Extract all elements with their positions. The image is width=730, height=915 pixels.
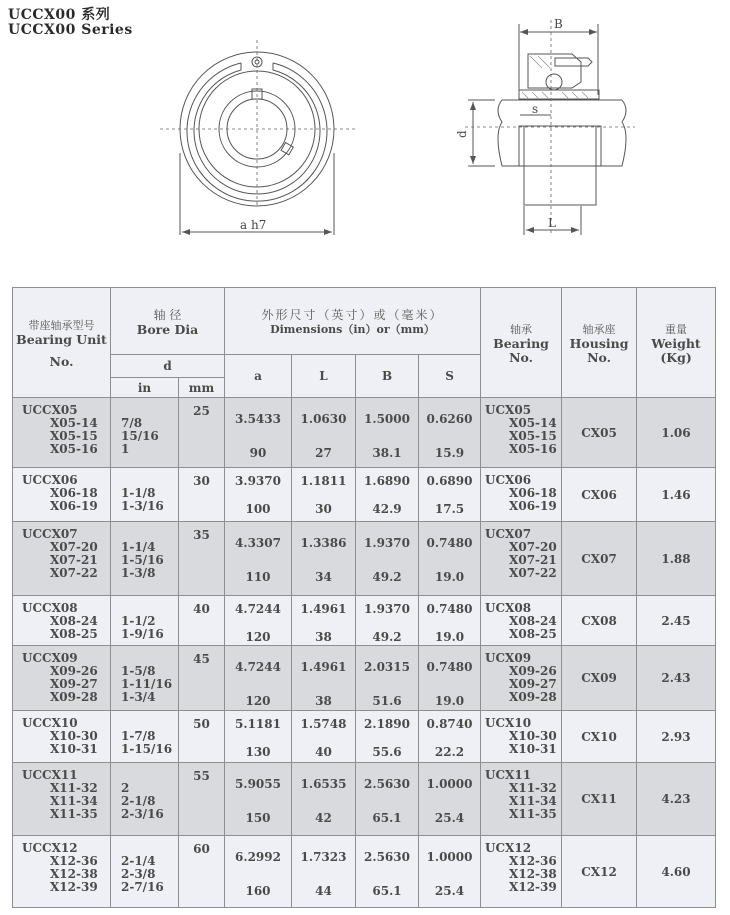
- bearing-variant: X07-22: [509, 566, 557, 580]
- housing-no: CX05: [562, 398, 637, 468]
- dim-B: [356, 836, 419, 908]
- table-row: [13, 468, 716, 522]
- weight: 2.93: [637, 711, 716, 763]
- bearing-unit-cell: [13, 596, 111, 646]
- dim-B-mm: 42.9: [372, 502, 402, 516]
- dim-a: [225, 468, 292, 522]
- bearing-no: UCX07: [485, 527, 532, 541]
- housing-no: CX09: [562, 646, 637, 711]
- dim-a-in: 4.7244: [235, 660, 281, 674]
- bore-inch: 1-9/16: [121, 627, 164, 641]
- dim-B: [356, 468, 419, 522]
- dim-a: [225, 711, 292, 763]
- bearing-variant: X11-34: [509, 794, 557, 808]
- unit-variant: X11-32: [50, 781, 98, 795]
- table-row: [13, 398, 716, 468]
- bearing-no-cell: [481, 398, 562, 468]
- dim-B-in: 1.6890: [364, 474, 410, 488]
- bearing-variant: X10-30: [509, 729, 557, 743]
- unit-variant: X05-15: [50, 429, 98, 443]
- dim-S-in: 0.8740: [426, 717, 473, 731]
- header-housing-en: Housing: [569, 335, 629, 351]
- bore-inch: 1-1/4: [121, 540, 156, 554]
- dim-L-mm: 44: [315, 884, 332, 898]
- header-weight-unit: (Kg): [660, 349, 692, 365]
- dim-L: [292, 711, 356, 763]
- bearing-no-cell: [481, 646, 562, 711]
- bearing-variant: X06-19: [509, 499, 557, 513]
- weight: 1.46: [637, 468, 716, 522]
- dim-L-mm: 40: [315, 745, 332, 759]
- dim-S-mm: 22.2: [434, 745, 465, 759]
- header-housing-no-label: No.: [587, 349, 611, 365]
- dim-S: [419, 646, 481, 711]
- unit-variant: X11-35: [50, 807, 98, 821]
- bore-inch: 1-5/16: [121, 553, 164, 567]
- dim-S-in: 1.0000: [426, 850, 473, 864]
- bore-inch: 1: [121, 442, 130, 456]
- housing-no: CX06: [562, 468, 637, 522]
- dim-S: [419, 711, 481, 763]
- header-bearing-unit: [13, 288, 111, 398]
- dim-B: [356, 522, 419, 596]
- dim-a-mm: 90: [249, 446, 267, 460]
- unit-variant: X08-25: [50, 627, 98, 641]
- bearing-no: UCX08: [485, 601, 532, 615]
- bore-inch-cell: [111, 522, 179, 596]
- unit-variant: X10-31: [50, 742, 98, 756]
- dim-S-mm: 17.5: [434, 502, 465, 516]
- weight: 4.23: [637, 763, 716, 836]
- bearing-no-cell: [481, 836, 562, 908]
- bore-inch: 1-1/8: [121, 486, 156, 500]
- dim-L-in: 1.3386: [300, 536, 347, 550]
- header-dimensions: [225, 288, 481, 355]
- unit-variant: X12-38: [50, 867, 98, 881]
- front-label-a: a h7: [240, 218, 267, 232]
- bore-mm: 50: [179, 711, 225, 763]
- dim-S: [419, 836, 481, 908]
- bearing-variant: X07-21: [509, 553, 557, 567]
- bore-inch: 1-3/8: [121, 566, 156, 580]
- dim-S-mm: 15.9: [434, 446, 465, 460]
- dim-B: [356, 763, 419, 836]
- unit-variant: X06-19: [50, 499, 98, 513]
- dim-B-mm: 49.2: [372, 570, 402, 584]
- dim-B: [356, 398, 419, 468]
- bearing-variant: X11-32: [509, 781, 557, 795]
- dim-L-in: 1.7323: [300, 850, 347, 864]
- unit-no: UCCX10: [22, 716, 78, 730]
- bearing-variant: X08-25: [509, 627, 557, 641]
- unit-variant: X05-14: [50, 416, 98, 430]
- table-row: [13, 711, 716, 763]
- bore-inch: 2: [121, 781, 130, 795]
- bore-inch: 1-1/2: [121, 614, 156, 628]
- bearing-variant: X09-26: [509, 664, 557, 678]
- dim-a: [225, 596, 292, 646]
- unit-no: UCCX05: [22, 403, 78, 417]
- bearing-unit-cell: [13, 398, 111, 468]
- dim-a-mm: 150: [245, 811, 271, 825]
- unit-variant: X07-22: [50, 566, 98, 580]
- bearing-no: UCX10: [485, 716, 532, 730]
- header-bore-dia: [111, 288, 225, 355]
- bearing-variant: X05-16: [509, 442, 557, 456]
- dim-B: [356, 646, 419, 711]
- bearing-no-cell: [481, 596, 562, 646]
- bearing-unit-cell: [13, 646, 111, 711]
- unit-no: UCCX09: [22, 651, 78, 665]
- bore-inch-cell: [111, 711, 179, 763]
- header-a: a: [225, 355, 292, 398]
- bearing-variant: X05-15: [509, 429, 557, 443]
- bore-inch: 1-11/16: [121, 677, 173, 691]
- dim-S: [419, 763, 481, 836]
- bearing-variant: X09-27: [509, 677, 557, 691]
- unit-variant: X05-16: [50, 442, 98, 456]
- weight: 1.06: [637, 398, 716, 468]
- dim-a-in: 4.7244: [235, 602, 281, 616]
- dim-B-in: 2.5630: [364, 850, 410, 864]
- header-weight-cn: 重量: [665, 322, 688, 336]
- dim-L: [292, 522, 356, 596]
- dim-a-in: 3.9370: [235, 474, 281, 488]
- dim-B-in: 1.5000: [364, 412, 410, 426]
- bore-mm: 40: [179, 596, 225, 646]
- header-housing-no: [562, 288, 637, 398]
- dim-a: [225, 836, 292, 908]
- bore-inch-cell: [111, 836, 179, 908]
- dim-B-mm: 38.1: [372, 446, 402, 460]
- bearing-unit-cell: [13, 763, 111, 836]
- dim-S-mm: 19.0: [434, 570, 465, 584]
- bore-inch: 2-1/4: [121, 854, 156, 868]
- bearing-unit-cell: [13, 522, 111, 596]
- header-weight: [637, 288, 716, 398]
- bearing-unit-cell: [13, 711, 111, 763]
- dim-S: [419, 398, 481, 468]
- dim-S-in: 0.7480: [426, 660, 473, 674]
- table-row: [13, 522, 716, 596]
- dim-B-mm: 65.1: [372, 811, 402, 825]
- bearing-variant: X12-38: [509, 867, 557, 881]
- housing-no: CX11: [562, 763, 637, 836]
- dim-L-in: 1.1811: [300, 474, 347, 488]
- unit-variant: X12-39: [50, 880, 98, 894]
- bearing-variant: X10-31: [509, 742, 557, 756]
- dim-B-mm: 65.1: [372, 884, 402, 898]
- dim-L: [292, 836, 356, 908]
- bearing-variant: X05-14: [509, 416, 557, 430]
- bearing-variant: X06-18: [509, 486, 557, 500]
- bearing-no: UCX09: [485, 651, 532, 665]
- bore-mm: 30: [179, 468, 225, 522]
- dim-B: [356, 711, 419, 763]
- unit-no: UCCX11: [22, 768, 78, 782]
- header-bore-en: Bore Dia: [136, 321, 199, 337]
- dim-a-in: 5.9055: [235, 777, 281, 791]
- unit-variant: X09-27: [50, 677, 98, 691]
- bore-inch: 2-7/16: [121, 880, 164, 894]
- dim-S: [419, 468, 481, 522]
- bore-inch: 7/8: [121, 416, 143, 430]
- bore-mm: 35: [179, 522, 225, 596]
- dim-L-mm: 38: [315, 694, 332, 708]
- dim-S-in: 0.6890: [426, 474, 473, 488]
- unit-variant: X09-28: [50, 690, 98, 704]
- unit-no: UCCX06: [22, 473, 78, 487]
- header-L: L: [292, 355, 356, 398]
- dim-L: [292, 763, 356, 836]
- housing-no: CX12: [562, 836, 637, 908]
- header-B: B: [356, 355, 419, 398]
- bearing-no-cell: [481, 763, 562, 836]
- table-row: [13, 763, 716, 836]
- dim-a: [225, 398, 292, 468]
- dim-a-mm: 120: [245, 630, 271, 644]
- dim-B-in: 1.9370: [364, 602, 410, 616]
- header-weight-en: Weight: [651, 335, 701, 351]
- dim-S-mm: 19.0: [434, 630, 465, 644]
- unit-variant: X07-20: [50, 540, 98, 554]
- bearing-variant: X11-35: [509, 807, 557, 821]
- bearing-no: UCX11: [485, 768, 532, 782]
- bore-inch: 2-3/8: [121, 867, 156, 881]
- dim-S-in: 0.7480: [426, 536, 473, 550]
- bore-inch-cell: [111, 646, 179, 711]
- bore-mm: 60: [179, 836, 225, 908]
- bearing-variant: X09-28: [509, 690, 557, 704]
- weight: 1.88: [637, 522, 716, 596]
- header-housing-cn: 轴承座: [582, 322, 616, 336]
- unit-variant: X09-26: [50, 664, 98, 678]
- bearing-no-cell: [481, 711, 562, 763]
- bearing-no-cell: [481, 468, 562, 522]
- weight: 2.43: [637, 646, 716, 711]
- dim-a-in: 6.2992: [235, 850, 281, 864]
- dim-B-in: 1.9370: [364, 536, 410, 550]
- dim-L-mm: 42: [315, 811, 332, 825]
- bore-inch-cell: [111, 398, 179, 468]
- dim-a-mm: 100: [245, 502, 271, 516]
- dim-S-mm: 25.4: [434, 884, 465, 898]
- bore-inch: 2-3/16: [121, 807, 164, 821]
- housing-no: CX07: [562, 522, 637, 596]
- housing-no: CX10: [562, 711, 637, 763]
- bearing-no: UCX06: [485, 473, 532, 487]
- dim-S: [419, 522, 481, 596]
- dim-S-mm: 25.4: [434, 811, 465, 825]
- side-label-L: L: [548, 216, 556, 230]
- bore-inch: 1-5/8: [121, 664, 156, 678]
- dim-L: [292, 398, 356, 468]
- header-bearing-cn: 轴承: [510, 322, 533, 336]
- unit-variant: X07-21: [50, 553, 98, 567]
- header-dims-en: Dimensions（in）or（mm）: [270, 322, 435, 336]
- table-row: [13, 646, 716, 711]
- bore-mm: 55: [179, 763, 225, 836]
- dim-a: [225, 522, 292, 596]
- header-dims-cn: 外形尺寸（英寸）或（毫米）: [261, 307, 444, 322]
- header-bearing-no: [481, 288, 562, 398]
- bearing-no-cell: [481, 522, 562, 596]
- inner-race: [519, 90, 599, 99]
- side-label-d: d: [455, 130, 469, 138]
- unit-variant: X12-36: [50, 854, 98, 868]
- dim-L-in: 1.6535: [300, 777, 347, 791]
- weight: 4.60: [637, 836, 716, 908]
- unit-variant: X11-34: [50, 794, 98, 808]
- unit-no: UCCX08: [22, 601, 78, 615]
- dim-S-mm: 19.0: [434, 694, 465, 708]
- bore-mm: 25: [179, 398, 225, 468]
- dim-a-in: 5.1181: [235, 717, 281, 731]
- dim-a-mm: 110: [245, 570, 271, 584]
- header-S: S: [419, 355, 481, 398]
- dim-B: [356, 596, 419, 646]
- dim-B-in: 2.0315: [364, 660, 410, 674]
- bearing-variant: X07-20: [509, 540, 557, 554]
- bore-inch: 15/16: [121, 429, 159, 443]
- bearing-no: UCX12: [485, 841, 532, 855]
- dim-B-in: 2.5630: [364, 777, 410, 791]
- bore-inch: 1-3/4: [121, 690, 156, 704]
- shaft: [502, 100, 622, 166]
- bore-mm: 45: [179, 646, 225, 711]
- dim-B-mm: 49.2: [372, 630, 402, 644]
- dim-a: [225, 646, 292, 711]
- dim-a-in: 4.3307: [235, 536, 281, 550]
- dim-B-mm: 55.6: [372, 745, 402, 759]
- dim-L-mm: 27: [315, 446, 332, 460]
- title-en: UCCX00 Series: [8, 22, 133, 38]
- side-label-B: B: [554, 17, 563, 31]
- dim-L: [292, 646, 356, 711]
- header-bearing-no-label: No.: [509, 349, 533, 365]
- header-in: in: [111, 378, 179, 398]
- bore-inch: 1-7/8: [121, 729, 156, 743]
- dim-S-in: 1.0000: [426, 777, 473, 791]
- header-bore-cn: 轴 径: [153, 307, 182, 322]
- header-mm: mm: [179, 378, 225, 398]
- bore-inch: 1-3/16: [121, 499, 164, 513]
- dim-B-in: 2.1890: [364, 717, 410, 731]
- header-d: d: [111, 355, 225, 378]
- bearing-no: UCX05: [485, 403, 532, 417]
- bearing-variant: X08-24: [509, 614, 557, 628]
- bore-inch: 2-1/8: [121, 794, 156, 808]
- weight: 2.45: [637, 596, 716, 646]
- dim-L-in: 1.0630: [300, 412, 347, 426]
- bore-inch-cell: [111, 596, 179, 646]
- dim-a-in: 3.5433: [235, 412, 281, 426]
- dim-a: [225, 763, 292, 836]
- dim-a-mm: 160: [245, 884, 271, 898]
- dim-L-mm: 38: [315, 630, 332, 644]
- dim-L-in: 1.4961: [300, 602, 347, 616]
- table-row: [13, 596, 716, 646]
- dim-L-in: 1.5748: [300, 717, 347, 731]
- dim-L-mm: 30: [315, 502, 332, 516]
- bearing-variant: X12-36: [509, 854, 557, 868]
- table-row: [13, 836, 716, 908]
- dim-S-in: 0.7480: [426, 602, 473, 616]
- bore-inch-cell: [111, 468, 179, 522]
- header-bearing-en: Bearing: [493, 335, 549, 351]
- unit-variant: X08-24: [50, 614, 98, 628]
- housing-no: CX08: [562, 596, 637, 646]
- side-view-diagram: [450, 10, 650, 240]
- bore-inch: 1-15/16: [121, 742, 173, 756]
- header-unit-cn: 带座轴承型号: [28, 318, 95, 332]
- dim-a-mm: 120: [245, 694, 271, 708]
- dim-L-in: 1.4961: [300, 660, 347, 674]
- header-unit-no: No.: [49, 353, 74, 369]
- side-label-s: s: [532, 102, 539, 116]
- dim-L: [292, 596, 356, 646]
- unit-variant: X06-18: [50, 486, 98, 500]
- unit-no: UCCX07: [22, 527, 78, 541]
- header-unit-en: Bearing Unit: [16, 331, 107, 347]
- bearing-variant: X12-39: [509, 880, 557, 894]
- unit-no: UCCX12: [22, 841, 78, 855]
- dim-S-in: 0.6260: [426, 412, 473, 426]
- title-cn: UCCX00 系列: [8, 7, 111, 23]
- dim-S: [419, 596, 481, 646]
- front-view-diagram: [150, 40, 370, 250]
- bearing-unit-cell: [13, 836, 111, 908]
- dim-L-mm: 34: [315, 570, 332, 584]
- bore-inch-cell: [111, 763, 179, 836]
- dim-L: [292, 468, 356, 522]
- dim-B-mm: 51.6: [372, 694, 402, 708]
- spec-table: [12, 287, 716, 908]
- bearing-unit-cell: [13, 468, 111, 522]
- unit-variant: X10-30: [50, 729, 98, 743]
- dim-a-mm: 130: [245, 745, 271, 759]
